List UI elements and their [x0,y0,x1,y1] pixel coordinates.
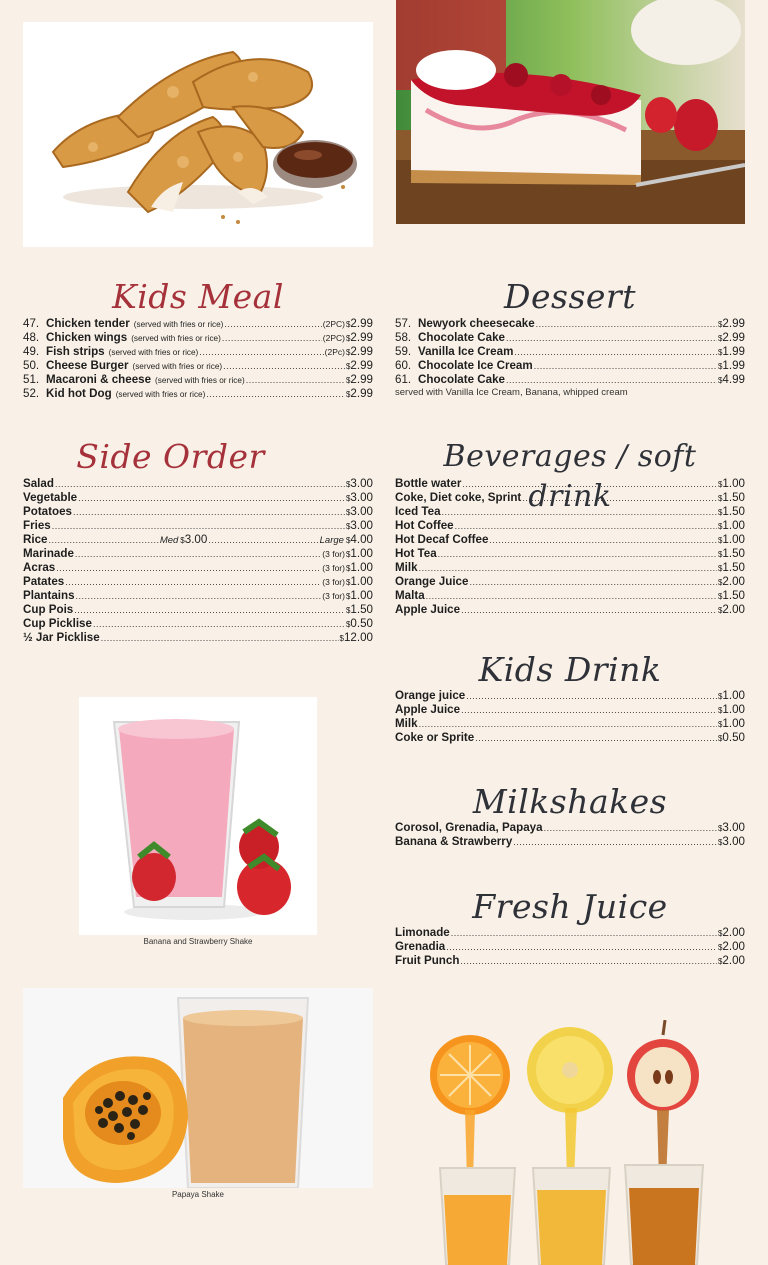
menu-item: Milk ..... $1.00 [395,717,745,731]
dessert-list [395,317,745,399]
chicken-tenders-photo [23,22,373,247]
menu-item: Coke or Sprite ..... $0.50 [395,731,745,745]
menu-item: Apple Juice ..... $1.00 [395,703,745,717]
kids-drink-list [395,689,745,745]
kids-drink-heading: Kids Drink [478,650,662,689]
menu-item: 50. Cheese Burger (served with fries or rice) ..... $2.99 [23,359,373,373]
menu-item: Limonade ..... $2.00 [395,926,745,940]
beverages-list [395,477,745,617]
menu-item: 61. Chocolate Cake ..... $4.99 [395,373,745,387]
menu-item: ½ Jar Picklise ..... $12.00 [23,631,373,645]
menu-item: Iced Tea ..... $1.50 [395,505,745,519]
shake-caption: Banana and Strawberry Shake [143,937,253,946]
dessert-heading: Dessert [504,277,636,316]
menu-item: 59. Vanilla Ice Cream ..... $1.99 [395,345,745,359]
fresh-juice-heading: Fresh Juice [472,887,668,926]
kids-meal-list [23,317,373,401]
menu-item: Corosol, Grenadia, Papaya ..... $3.00 [395,821,745,835]
menu-item: Cup Pois ..... $1.50 [23,603,373,617]
menu-item: Apple Juice ..... $2.00 [395,603,745,617]
menu-item: 58. Chocolate Cake ..... $2.99 [395,331,745,345]
fresh-juice-photo [425,1020,715,1265]
papaya-caption: Papaya Shake [171,1190,225,1199]
menu-item: Grenadia ..... $2.00 [395,940,745,954]
menu-item: Acras ..... (3 for) $1.00 [23,561,373,575]
menu-item: 49. Fish strips (served with fries or rice) ..... (2Pc) $2.99 [23,345,373,359]
menu-item: Malta ..... $1.50 [395,589,745,603]
menu-item: Potatoes ..... $3.00 [23,505,373,519]
kids-meal-heading: Kids Meal [112,277,284,316]
menu-item: Hot Coffee ..... $1.00 [395,519,745,533]
menu-item: Marinade ..... (3 for) $1.00 [23,547,373,561]
cheesecake-photo [396,0,745,224]
milkshakes-list [395,821,745,849]
menu-item: 52. Kid hot Dog (served with fries or rice) ..... $2.99 [23,387,373,401]
menu-item: Orange Juice ..... $2.00 [395,575,745,589]
menu-item: Vegetable ..... $3.00 [23,491,373,505]
menu-item: Fruit Punch ..... $2.00 [395,954,745,968]
side-order-list [23,477,373,645]
menu-item: 57. Newyork cheesecake ..... $2.99 [395,317,745,331]
menu-item: Banana & Strawberry ..... $3.00 [395,835,745,849]
menu-item: Plantains ..... (3 for) $1.00 [23,589,373,603]
menu-item: Fries ..... $3.00 [23,519,373,533]
milkshakes-heading: Milkshakes [472,782,668,821]
menu-item: Salad ..... $3.00 [23,477,373,491]
dessert-note: served with Vanilla Ice Cream, Banana, whipped cream [395,387,628,398]
menu-item: 47. Chicken tender (served with fries or rice) ..... (2PC) $2.99 [23,317,373,331]
menu-item: 60. Chocolate Ice Cream ..... $1.99 [395,359,745,373]
menu-item: Orange juice ..... $1.00 [395,689,745,703]
menu-item: Bottle water ..... $1.00 [395,477,745,491]
menu-item-rice: Rice ..... Med $3.00 ..... Large $4.00 [23,533,373,547]
menu-item: Cup Picklise ..... $0.50 [23,617,373,631]
fresh-juice-list [395,926,745,968]
menu-item: Milk ..... $1.50 [395,561,745,575]
menu-item: Hot Decaf Coffee ..... $1.00 [395,533,745,547]
beverages-heading: Beverages / soft drink [443,439,697,514]
menu-item: 51. Macaroni & cheese (served with fries or rice) ..... $2.99 [23,373,373,387]
menu-item: Patates ..... (3 for) $1.00 [23,575,373,589]
menu-item: 48. Chicken wings (served with fries or rice) ..... (2PC) $2.99 [23,331,373,345]
papaya-shake-photo [23,988,373,1188]
strawberry-shake-photo [79,697,317,935]
menu-item: Coke, Diet coke, Sprint ..... $1.50 [395,491,745,505]
menu-item: Hot Tea ..... $1.50 [395,547,745,561]
side-order-heading: Side Order [76,437,265,476]
